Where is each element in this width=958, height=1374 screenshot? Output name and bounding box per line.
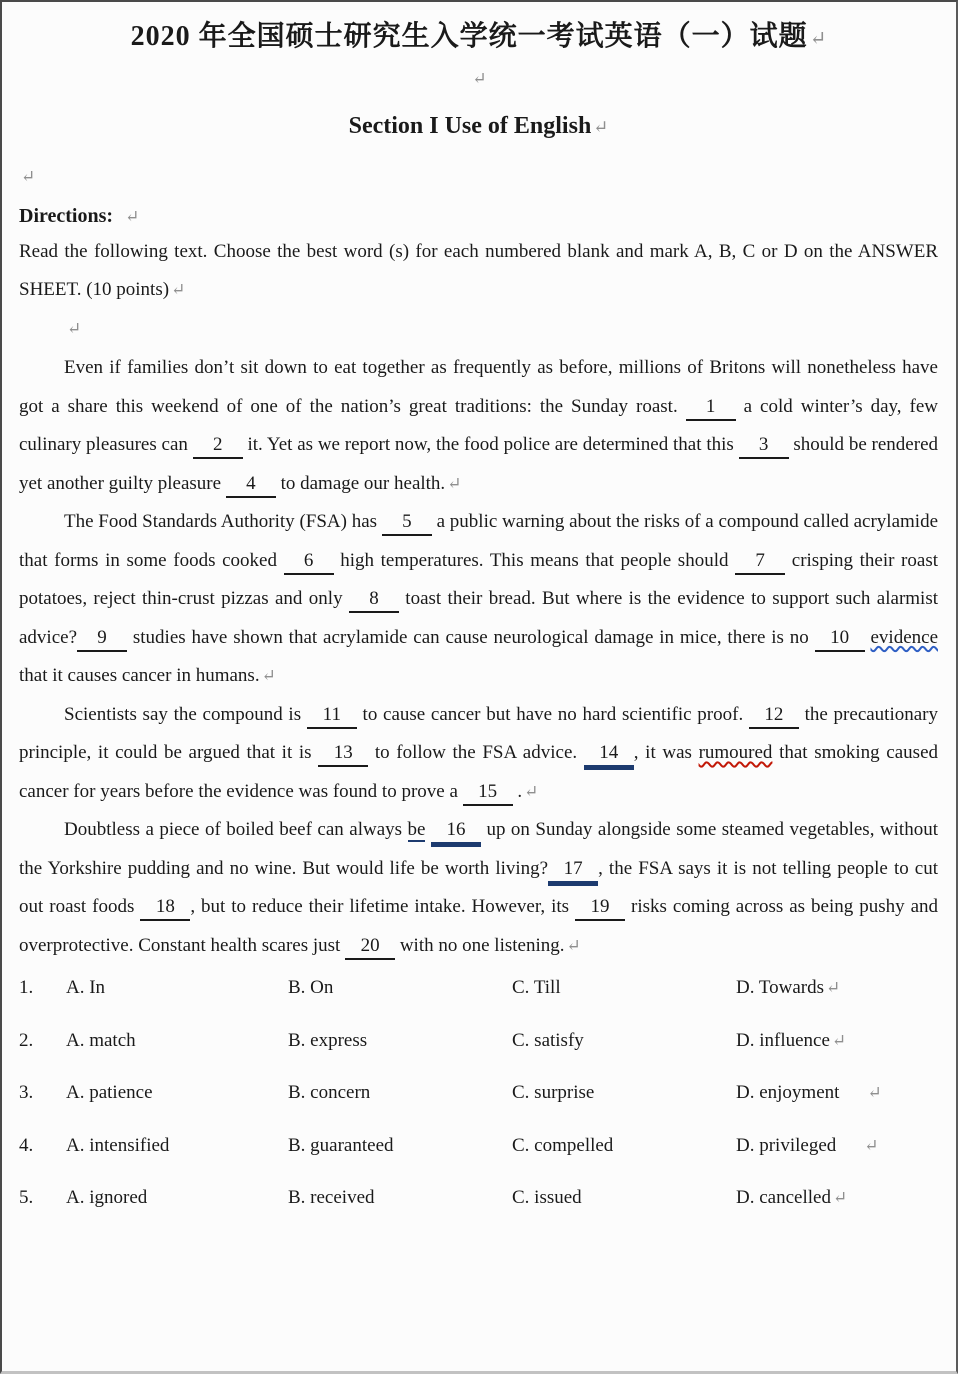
paragraph-mark-icon: ↵ [67,319,82,338]
paragraph-mark-icon: ↵ [171,280,186,299]
text-segment: risks coming across as being pushy and overprotective. Constant health scares just [19,896,938,956]
text-segment: should be rendered yet another guilty pleasure [19,434,938,494]
paragraph-mark-icon: ↵ [809,28,827,50]
text-segment: to cause cancer but have no hard scientific proof. [356,703,749,725]
text-segment: Even if families don’t sit down to eat together as frequently as before, millions of Britons will nonetheless have got a share this weekend of one of the nation’s great traditions: the Sunday roast. [19,357,938,417]
option-d-wrap [736,1135,938,1157]
question-number: 5. [19,1187,34,1208]
option-d: D. influence [736,1029,830,1051]
blank-1: 1 [686,395,736,421]
section-heading-line [19,106,938,146]
paragraph-mark-icon: ↵ [261,666,276,685]
text-segment: Doubtless a piece of boiled beef can always [64,819,408,840]
question-number: 2. [19,1029,34,1051]
option-a: A. match [66,1029,136,1051]
option-d: D. enjoyment [736,1082,840,1103]
misspelled-word: rumoured [698,742,773,763]
option-d-wrap [736,977,938,999]
paragraph-mark-icon: ↵ [566,935,581,955]
text-segment: studies have shown that acrylamide can cause neurological damage in mice, there is no [127,626,815,648]
options-list [19,977,938,1240]
blank-18: 18 [140,895,190,921]
blank-13: 13 [318,741,368,767]
paragraph-mark-icon: ↵ [524,781,539,801]
text-segment: to damage our health. [275,472,446,494]
empty-line [19,60,938,98]
option-a: A. intensified [66,1134,170,1156]
option-row [19,1030,938,1083]
blank-15: 15 [463,780,513,806]
blank-16: 16 [431,818,481,847]
text-segment: The Food Standards Authority (FSA) has [64,511,382,532]
option-b: B. On [288,977,334,998]
blank-19: 19 [575,895,625,921]
text-segment: high temperatures. This means that people should [333,549,736,571]
option-c: C. Till [512,977,561,998]
passage-paragraph [19,349,938,503]
text-segment: crisping their roast potatoes, reject thin-crust pizzas and only [19,549,938,609]
blank-2: 2 [193,433,243,459]
directions-line [19,199,938,233]
option-row [19,1135,938,1188]
paragraph-mark-icon: ↵ [832,1188,848,1207]
blank-4: 4 [226,472,276,498]
blank-11: 11 [307,703,357,729]
blank-5: 5 [382,510,432,536]
option-a: A. In [66,977,106,998]
empty-line [19,309,938,349]
text-segment: the precautionary principle, it could be argued that it is [19,703,939,763]
option-c: C. issued [512,1187,582,1208]
passage-paragraph [19,503,938,696]
paragraph-mark-icon: ↵ [125,207,140,226]
directions-text-content: Read the following text. Choose the best word (s) for each numbered blank and mark A, B, C or D on the ANSWER SHEET. (10 points) [19,241,938,300]
paragraph-mark-icon: ↵ [831,1030,847,1050]
text-segment: that it causes cancer in humans. [19,665,260,686]
option-c: C. compelled [512,1134,614,1156]
text-segment: , the FSA says it is not telling people to cut out roast foods [19,857,939,917]
blank-9: 9 [77,626,127,652]
paragraph-mark-icon: ↵ [472,69,487,88]
text-segment: it. Yet as we report now, the food police are determined that this [242,434,739,455]
blank-6: 6 [284,549,334,575]
blank-17: 17 [548,857,598,886]
text-segment: . [512,780,523,802]
option-d-wrap [736,1030,938,1052]
blank-14: 14 [584,741,634,770]
option-d: D. privileged [736,1134,837,1156]
option-b: B. received [288,1187,375,1208]
paragraph-mark-icon: ↵ [447,473,462,493]
title-line [19,14,938,54]
text-segment: Scientists say the compound is [64,703,307,725]
option-row [19,1082,938,1135]
paragraph-mark-icon: ↵ [867,1083,882,1102]
directions-label: Directions: [19,205,114,227]
document-title: 2020 年全国硕士研究生入学统一考试英语（一）试题 [130,21,808,52]
option-b: B. express [288,1029,368,1051]
option-a: A. ignored [66,1187,148,1208]
empty-line [19,158,938,196]
option-d-wrap [736,1082,938,1104]
text-segment: toast their bread. But where is the evidence to support such alarmist advice? [19,588,938,648]
text-segment: a cold winter’s day, few culinary pleasures can [19,395,939,455]
question-number: 3. [19,1082,34,1103]
section-heading: Section I Use of English [348,113,592,139]
blank-7: 7 [735,549,785,575]
option-b: B. guaranteed [288,1134,394,1156]
blank-3: 3 [739,433,789,459]
blank-10: 10 [815,626,865,652]
text-segment: to follow the FSA advice. [368,742,584,763]
option-a: A. patience [66,1082,153,1103]
passage-paragraph [19,811,938,965]
text-segment: that smoking caused cancer for years before the evidence was found to prove a [19,742,938,802]
question-number: 1. [19,977,34,998]
blank-8: 8 [349,587,399,613]
text-segment: up on Sunday alongside some steamed vegetables, without the Yorkshire pudding and no wine. But would life be worth living? [19,819,938,879]
grammar-flagged-word: evidence [870,626,938,648]
paragraph-mark-icon: ↵ [826,978,841,997]
option-d: D. cancelled [736,1187,831,1208]
text-segment: , but to reduce their lifetime intake. However, its [190,896,576,917]
cloze-passage [19,349,938,965]
paragraph-mark-icon: ↵ [593,117,609,137]
paragraph-mark-icon: ↵ [864,1135,879,1155]
passage-paragraph [19,696,938,812]
text-segment: , it was [633,742,699,763]
text-segment: with no one listening. [395,934,565,956]
directions-text [19,233,938,309]
blank-20: 20 [345,934,395,960]
option-d-wrap [736,1187,938,1209]
option-c: C. satisfy [512,1029,584,1051]
option-row [19,977,938,1030]
paragraph-mark-icon: ↵ [21,167,36,186]
option-b: B. concern [288,1082,371,1103]
option-row [19,1187,938,1240]
option-c: C. surprise [512,1082,595,1103]
question-number: 4. [19,1134,34,1156]
blank-12: 12 [749,703,799,729]
format-marked-word: be [407,819,426,840]
text-segment: a public warning about the risks of a compound called acrylamide that forms in some foods cooked [19,511,938,571]
option-d: D. Towards [736,977,825,998]
